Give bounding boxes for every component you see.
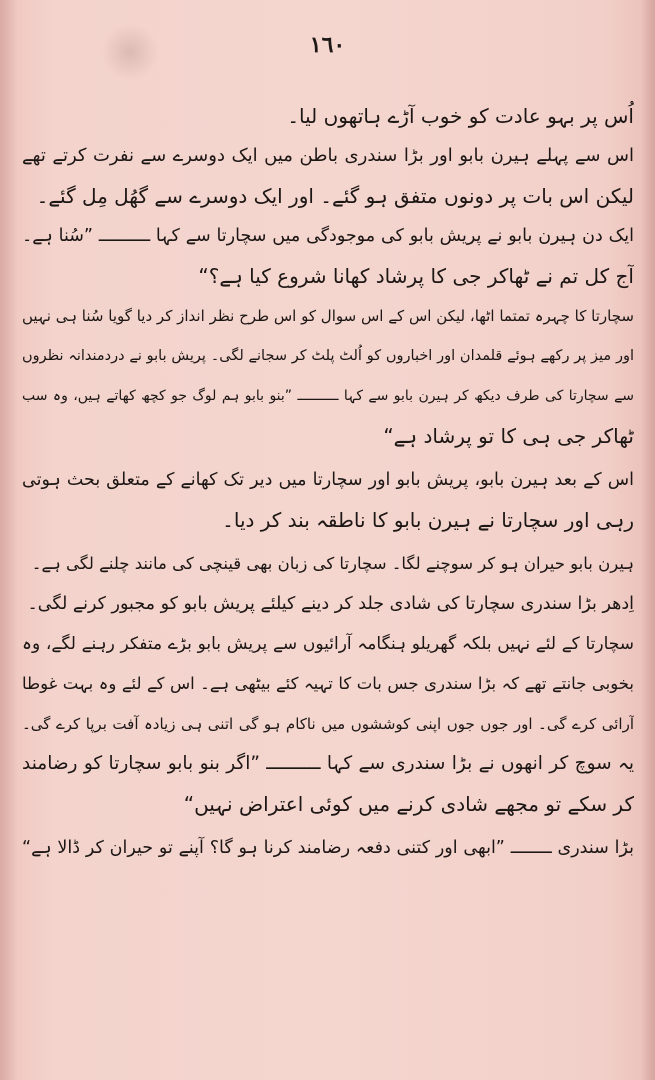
text-line: آرائی کرے گی۔ اور جوں جوں اپنی کوششوں میں ناکام ہو گی اتنی ہی زیادہ آفت برپا کرے گی۔ (22, 715, 634, 733)
text-line: رہی اور سچارتا نے ہیرن بابو کا ناطقہ بند کر دیا۔ (222, 508, 634, 532)
text-line: اور میز پر رکھے ہوئے قلمدان اور اخباروں کو اُلٹ پلٹ کر سجانے لگی۔ پریش بابو نے دردمندانہ نظروں (22, 348, 634, 364)
text-line: اُس پر بہو عادت کو خوب آڑے ہاتھوں لیا۔ (287, 104, 634, 128)
text-line: اِدھر بڑا سندری سچارتا کی شادی جلد کر دینے کیلئے پریش بابو کو مجبور کرنے لگی۔ (27, 594, 634, 614)
text-line: سچارتا کا چہرہ تمتما اٹھا، لیکن اس کے اس سوال کو اس طرح نظر انداز کر دیا گویا سُنا ہی نہیں (22, 307, 634, 325)
text-line: سچارتا کے لئے نہیں بلکہ گھریلو ہنگامہ آرائیوں سے پریش بابو بڑے متفکر رہنے لگے، وہ (22, 634, 634, 654)
text-line: بڑا سندری ــــــــ ”ابھی اور کتنی دفعہ رضامند کرنا ہو گا؟ آپنے تو حیران کر ڈالا ہے“ (22, 838, 634, 858)
text-line: ایک دن ہیرن بابو نے پریش بابو کی موجودگی میں سچارتا سے کہا ــــــــــ ”سُنا ہے۔ (22, 226, 634, 246)
text-line: آج کل تم نے ٹھاکر جی کا پرشاد کھانا شروع کیا ہے؟“ (198, 264, 634, 288)
text-line: لیکن اس بات پر دونوں متفق ہو گئے۔ اور ایک دوسرے سے گھُل مِل گئے۔ (36, 184, 634, 208)
text-line: اس سے پہلے ہیرن بابو اور بڑا سندری باطن میں ایک دوسرے سے نفرت کرتے تھے (22, 145, 634, 166)
text-line: کر سکے تو مجھے شادی کرنے میں کوئی اعتراض نہیں“ (183, 792, 634, 816)
text-line: بخوبی جانتے تھے کہ بڑا سندری جس بات کا تہیہ کئے بیٹھی ہے۔ اس کے لئے وہ بہت غوطا (22, 674, 634, 693)
text-line: اس کے بعد ہیرن بابو، پریش بابو اور سچارتا میں دیر تک کھانے کے متعلق بحث ہوتی (22, 470, 634, 490)
text-line: یہ سوچ کر انھوں نے بڑا سندری سے کہا ــــــــــ ”اگر بنو بابو سچارتا کو رضامند (22, 753, 634, 774)
page-shadow-left (0, 0, 18, 1080)
page-number: ١٦٠ (309, 32, 346, 58)
page-body-text (22, 96, 634, 868)
text-line: ٹھاکر جی ہی کا تو پرشاد ہے“ (383, 424, 634, 448)
page-shadow-right (641, 0, 655, 1080)
text-line: سے سچارتا کی طرف دیکھ کر ہیرن بابو سے کہا ــــــــــ ”بنو بابو ہم لوگ جو کچھ کھاتے ہیں، وہ سب (22, 388, 634, 404)
text-line: ہیرن بابو حیران ہو کر سوچنے لگا۔ سچارتا کی زبان بھی قینچی کی مانند چلنے لگی ہے۔ (31, 554, 634, 573)
